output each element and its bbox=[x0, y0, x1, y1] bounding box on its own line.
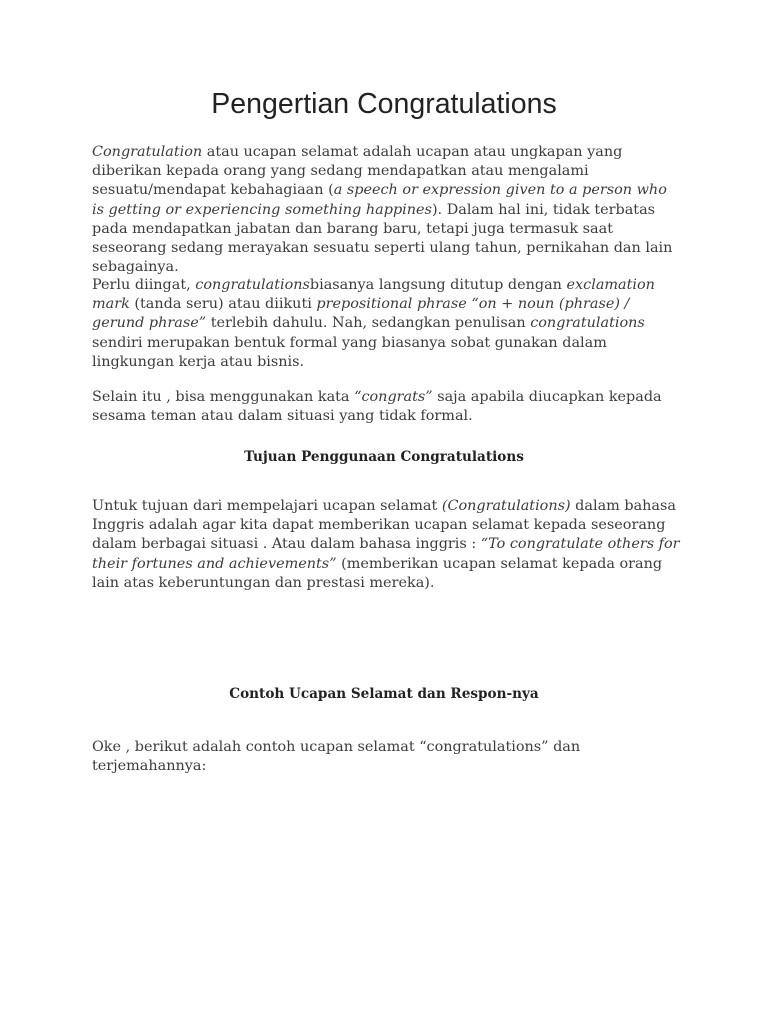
english-definition: a speech or expression given to a person who is getting or experiencing something happines bbox=[92, 182, 667, 218]
term-congratulations-paren: (Congratulations) bbox=[441, 498, 571, 514]
purpose-text-1: Untuk tujuan dari mempelajari ucapan selamat bbox=[92, 498, 442, 514]
page-title: Pengertian Congratulations bbox=[211, 88, 557, 120]
purpose-text-2: dalam bahasa Inggris adalah agar kita dapat memberikan ucapan selamat kepada seseorang dalam berbagai situasi . Atau dalam bahasa inggris : bbox=[92, 498, 676, 553]
definition-text: atau ucapan selamat adalah ucapan atau ungkapan yang diberikan kepada orang yang sedang mendapatkan atau mengalami sesuatu/mendapat kebahagiaan ( bbox=[92, 144, 623, 199]
term-exclamation-mark: exclamation mark bbox=[92, 277, 655, 313]
usage-text-4: terlebih dahulu. Nah, sedangkan penulisan bbox=[206, 315, 531, 332]
usage-text-3: (tanda seru) atau diikuti bbox=[129, 296, 317, 313]
term-congratulations-2: congratulations bbox=[530, 315, 645, 332]
usage-text-5: sendiri merupakan bentuk formal yang biasanya sobat gunakan dalam lingkungan kerja atau bisnis. bbox=[92, 334, 607, 370]
term-congrats: “congrats” bbox=[354, 389, 433, 405]
paragraph-usage bbox=[92, 276, 682, 372]
paragraph-congrats bbox=[92, 388, 682, 426]
english-purpose-quote: “To congratulate others for their fortunes and achievements” bbox=[92, 536, 680, 572]
paragraph-examples-intro: Oke , berikut adalah contoh ucapan selamat “congratulations” dan terjemahannya: bbox=[92, 739, 581, 775]
paragraph-purpose bbox=[92, 497, 682, 593]
section-heading-purpose: Tujuan Penggunaan Congratulations bbox=[244, 449, 524, 465]
congrats-text-1: Selain itu , bisa menggunakan kata bbox=[92, 389, 355, 405]
purpose-text-3: (memberikan ucapan selamat kepada orang lain atas keberuntungan dan prestasi mereka). bbox=[92, 555, 663, 591]
term-congratulations-1: congratulations bbox=[195, 277, 310, 293]
definition-continued: ). Dalam hal ini, tidak terbatas pada mendapatkan jabatan dan barang baru, tetapi juga termasuk saat seseorang sedang merayakan sesuatu seperti ulang tahun, pernikahan dan lain sebagainya. bbox=[92, 201, 673, 276]
usage-text-1: Perlu diingat, bbox=[92, 277, 196, 293]
term-prepositional-phrase: prepositional phrase “on + noun (phrase) / gerund phrase” bbox=[92, 296, 630, 332]
usage-text-2: biasanya langsung ditutup dengan bbox=[309, 277, 567, 293]
congrats-text-2: saja apabila diucapkan kepada sesama teman atau dalam situasi yang tidak formal. bbox=[92, 389, 662, 425]
paragraph-definition bbox=[92, 143, 682, 277]
section-heading-examples: Contoh Ucapan Selamat dan Respon-nya bbox=[229, 686, 539, 702]
term-congratulation: Congratulation bbox=[92, 144, 203, 160]
